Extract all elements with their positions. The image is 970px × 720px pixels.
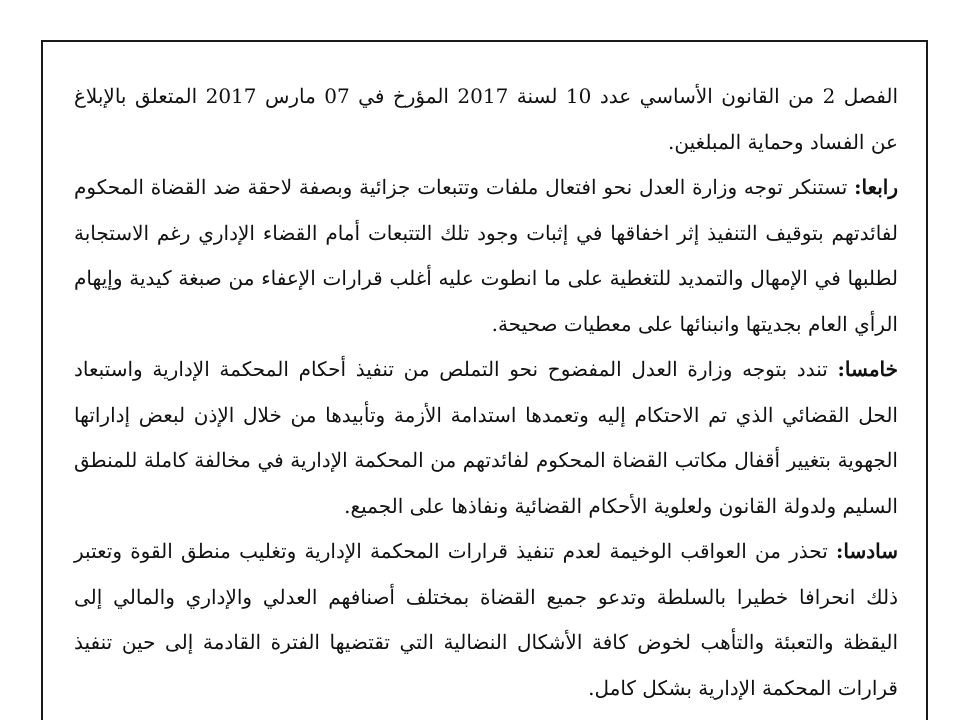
document-body	[74, 74, 898, 711]
paragraph-lead: رابعا:	[854, 175, 898, 199]
paragraph-fifth	[74, 347, 898, 529]
paragraph-text: تحذر من العواقب الوخيمة لعدم تنفيذ قرارات المحكمة الإدارية وتغليب منطق القوة وتعتبر ذلك انحرافا خطيرا بالسلطة وتدعو جميع القضاة بمختلف أصنافهم العدلي والإداري والمالي إلى اليقظة والتعبئة والتأهب لخوض كافة الأشكال النضالية التي تقتضيها الفترة القادمة إلى حين تنفيذ قرارات المحكمة الإدارية بشكل كامل.	[74, 539, 898, 700]
paragraph-lead: خامسا:	[837, 357, 898, 381]
paragraph-lead: سادسا:	[836, 539, 898, 563]
paragraph-law-reference	[74, 74, 898, 165]
paragraph-fourth	[74, 165, 898, 347]
paragraph-text: تستنكر توجه وزارة العدل نحو افتعال ملفات وتتبعات جزائية وبصفة لاحقة ضد القضاة المحكوم لفائدتهم بتوقيف التنفيذ إثر اخفاقها في إثبات وجود تلك التتبعات أمام القضاء الإداري رغم الاستجابة لطلبها في الإمهال والتمديد للتغطية على ما انطوت عليه أغلب قرارات الإعفاء من صبغة كيدية وإيهام الرأي العام بجديتها وانبنائها على معطيات صحيحة.	[74, 175, 898, 336]
paragraph-text: تندد بتوجه وزارة العدل المفضوح نحو التملص من تنفيذ أحكام المحكمة الإدارية واستبعاد الحل القضائي الذي تم الاحتكام إليه وتعمدها استدامة الأزمة وتأبيدها من خلال الإذن لبعض إداراتها الجهوية بتغيير أقفال مكاتب القضاة المحكوم لفائدتهم من المحكمة الإدارية في مخالفة كاملة للمنطق السليم ولدولة القانون ولعلوية الأحكام القضائية ونفاذها على الجميع.	[74, 357, 898, 518]
paragraph-sixth	[74, 529, 898, 711]
paragraph-text: الفصل 2 من القانون الأساسي عدد 10 لسنة 2017 المؤرخ في 07 مارس 2017 المتعلق بالإبلاغ عن الفساد وحماية المبلغين.	[74, 84, 898, 154]
